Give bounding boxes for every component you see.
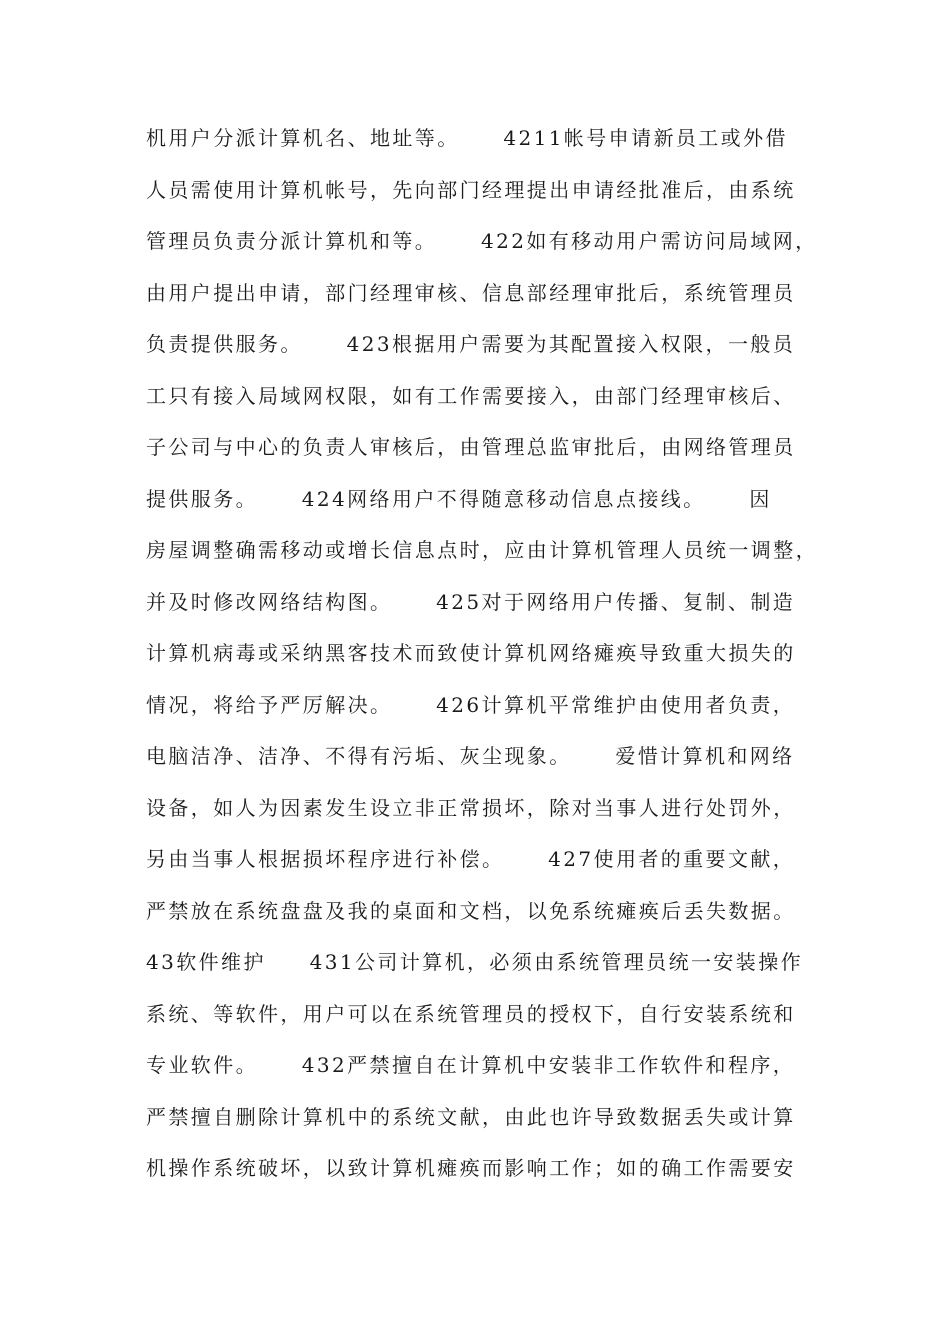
text-line: 机用户分派计算机名、地址等。 4211帐号申请新员工或外借 [146,126,788,150]
text-line: 系统、等软件，用户可以在系统管理员的授权下，自行安装系统和 [146,1001,796,1026]
text-line: 管理员负责分派计算机和等。 422如有移动用户需访问局域网， [146,229,818,253]
text-line: 43软件维护 431公司计算机，必须由系统管理员统一安装操作 [146,950,804,974]
text-line: 设备，如人为因素发生设立非正常损坏，除对当事人进行处罚外， [146,795,796,820]
text-line: 人员需使用计算机帐号，先向部门经理提出申请经批准后，由系统 [146,177,796,202]
text-line: 另由当事人根据损坏程序进行补偿。 427使用者的重要文献， [146,847,796,871]
text-line: 子公司与中心的负责人审核后，由管理总监审批后，由网络管理员 [146,435,796,459]
text-line: 严禁放在系统盘盘及我的桌面和文档，以免系统瘫痪后丢失数据。 [146,898,796,923]
text-line: 情况，将给予严厉解决。 426计算机平常维护由使用者负责， [146,692,796,717]
text-line: 机操作系统破坏，以致计算机瘫痪而影响工作；如的确工作需要安 [146,1156,796,1180]
text-line: 工只有接入局域网权限，如有工作需要接入，由部门经理审核后、 [146,383,796,408]
text-line: 计算机病毒或采纳黑客技术而致使计算机网络瘫痪导致重大损失的 [146,641,796,665]
text-line: 严禁擅自删除计算机中的系统文献，由此也许导致数据丢失或计算 [146,1104,796,1129]
text-line: 由用户提出申请，部门经理审核、信息部经理审批后，系统管理员 [146,280,796,305]
text-line: 负责提供服务。 423根据用户需要为其配置接入权限，一般员 [146,332,796,356]
text-line: 专业软件。 432严禁擅自在计算机中安装非工作软件和程序， [146,1053,796,1077]
body-text [146,116,836,1198]
text-line: 房屋调整确需移动或增长信息点时，应由计算机管理人员统一调整， [146,538,818,562]
text-line: 提供服务。 424网络用户不得随意移动信息点接线。 因 [146,486,772,511]
text-line: 并及时修改网络结构图。 425对于网络用户传播、复制、制造 [146,589,796,614]
text-line: 电脑洁净、洁净、不得有污垢、灰尘现象。 爱惜计算机和网络 [146,744,795,768]
